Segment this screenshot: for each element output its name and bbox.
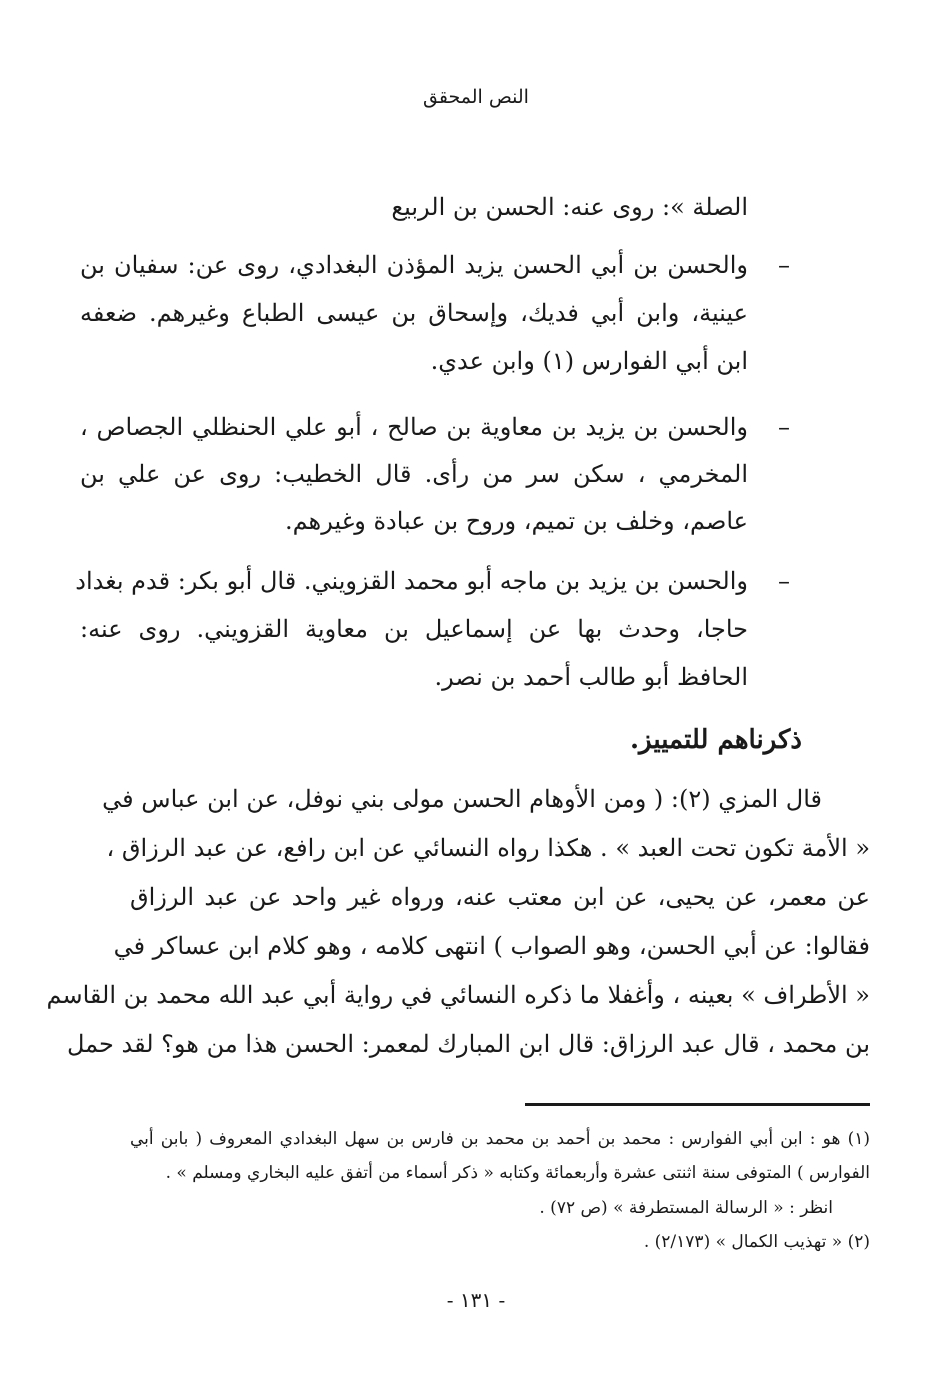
entry-dash: –: [778, 567, 790, 595]
paragraph-line: فقالوا: عن أبي الحسن، وهو الصواب ) انتهى كلامه ، وهو كلام ابن عساكر في: [113, 932, 870, 960]
entry-line: والحسن بن أبي الحسن يزيد المؤذن البغدادي، روى عن: سفيان بن: [80, 251, 748, 279]
entry-line: والحسن بن يزيد بن معاوية بن صالح ، أبو علي الحنظلي الجصاص ،: [80, 413, 748, 441]
footnote-line: (١) هو : ابن أبي الفوارس : محمد بن أحمد بن محمد بن فارس بن سهل البغدادي المعروف ( بابن أبي: [130, 1129, 870, 1149]
entry-line: عاصم، وخلف بن تميم، وروح بن عبادة وغيرهم.: [284, 507, 748, 535]
footnote-line: انظر : « الرسالة المستطرفة » (ص ٧٢) .: [539, 1198, 833, 1218]
page-number: - ١٣١ -: [446, 1288, 506, 1312]
footnote-line: (٢) « تهذيب الكمال » (٢/١٧٣) .: [643, 1232, 870, 1252]
paragraph-line: بن محمد ، قال عبد الرزاق: قال ابن المبارك لمعمر: الحسن هذا من هو؟ لقد حمل: [66, 1030, 870, 1058]
entry-line: والحسن بن يزيد بن ماجه أبو محمد القزويني. قال أبو بكر: قدم بغداد: [75, 567, 748, 595]
section-heading: ذكرناهم للتمييز.: [629, 725, 802, 755]
paragraph-line: « الأطراف » بعينه ، وأغفلا ما ذكره النسائي في رواية أبي عبد الله محمد بن القاسم: [46, 981, 870, 1009]
footnote-separator: [525, 1103, 870, 1106]
paragraph-line: عن معمر، عن يحيى، عن ابن معتب عنه، ورواه غير واحد عن عبد الرزاق: [130, 883, 870, 911]
entry-line: عينية، وابن أبي فديك، وإسحاق بن عيسى الطباع وغيرهم. ضعفه: [80, 299, 748, 327]
running-header: النص المحقق: [423, 86, 529, 108]
entry-line: المخرمي ، سكن سر من رأى. قال الخطيب: روى عن علي بن: [80, 460, 748, 488]
entry-dash: –: [778, 413, 790, 441]
footnote-line: الفوارس ) المتوفى سنة اثنتى عشرة وأربعمائة وكتابه « ذكر أسماء من أتفق عليه البخاري ومسلم » .: [165, 1163, 870, 1183]
entry-dash: –: [778, 251, 790, 279]
paragraph-line: « الأمة تكون تحت العبد » . هكذا رواه النسائي عن ابن رافع، عن عبد الرزاق ،: [106, 834, 870, 862]
entry-continuation-line: الصلة »: روى عنه: الحسن بن الربيع: [391, 193, 748, 221]
entry-line: الحافظ أبو طالب أحمد بن نصر.: [434, 663, 748, 691]
entry-line: حاجا، وحدث بها عن إسماعيل بن معاوية القزويني. روى عنه:: [80, 615, 748, 643]
paragraph-line: قال المزي (٢): ( ومن الأوهام الحسن مولى بني نوفل، عن ابن عباس في: [102, 785, 822, 813]
entry-line: ابن أبي الفوارس (١) وابن عدي.: [430, 347, 748, 375]
